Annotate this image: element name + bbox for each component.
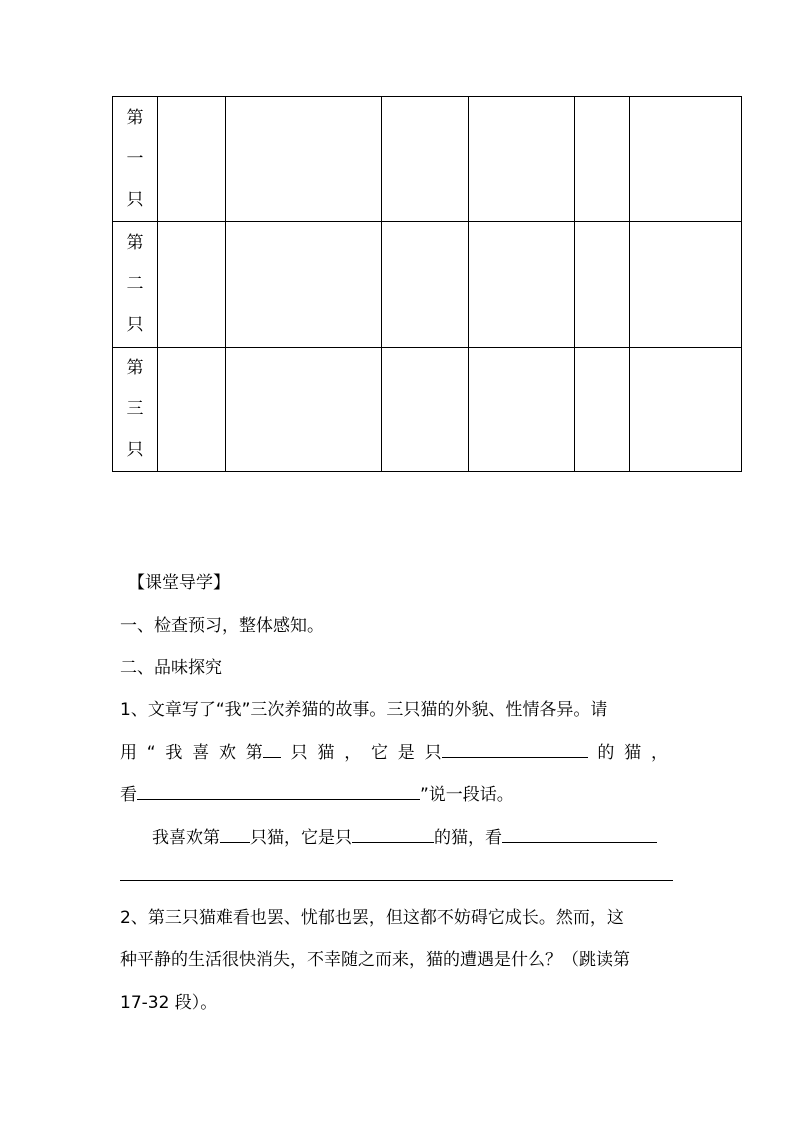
table-row-second-cat [113, 222, 742, 348]
answer-text: 我喜欢第 [152, 828, 220, 848]
q1-char-with-blank [425, 738, 588, 763]
question-one-line-2 [120, 738, 668, 763]
table-cell[interactable] [630, 97, 742, 222]
answer-blank-cat-description[interactable] [352, 824, 434, 843]
q1-char: 的 [597, 743, 615, 763]
row-header-char: 一 [126, 148, 144, 169]
table-cell[interactable] [382, 348, 469, 472]
table-cell[interactable] [382, 222, 469, 348]
answer-template-line [152, 823, 657, 848]
row-header-second-cat [113, 222, 158, 348]
answer-text: 的猫，看 [434, 828, 502, 848]
q1-char: 我 [165, 743, 183, 763]
table-cell[interactable] [158, 222, 226, 348]
table-cell[interactable] [469, 222, 575, 348]
q1-char: 只 [424, 743, 442, 763]
row-header-char: 三 [126, 399, 144, 419]
question-one-line-3 [120, 780, 514, 805]
item-two: 二、品味探究 [120, 658, 222, 678]
section-heading: 【课堂导学】 [128, 573, 230, 593]
blank-reason[interactable] [137, 781, 420, 800]
table-cell[interactable] [630, 348, 742, 472]
answer-blank-reason[interactable] [502, 824, 657, 843]
q1-char: 猫 [624, 743, 642, 763]
row-header-first-cat [113, 97, 158, 222]
q1-char: 欢 [219, 743, 236, 763]
answer-blank-cat-number[interactable] [220, 824, 250, 843]
q1-char: 它 [370, 743, 388, 763]
q1-char: 猫 [317, 743, 335, 763]
q1-char: ， [650, 743, 668, 763]
answer-blank-line[interactable] [120, 880, 673, 881]
table-cell[interactable] [469, 348, 575, 472]
row-header-char: 只 [126, 315, 144, 335]
row-header-char: 二 [126, 274, 144, 294]
q1-char: ， [344, 743, 362, 763]
row-header-char: 第 [126, 233, 144, 253]
q1-char: 只 [290, 743, 308, 763]
answer-text: 只猫，它是只 [250, 828, 352, 848]
row-header-third-cat [113, 348, 158, 472]
q1-char: 是 [397, 743, 415, 763]
table-row-first-cat [113, 97, 742, 222]
blank-cat-description[interactable] [442, 739, 588, 758]
table-cell[interactable] [382, 97, 469, 222]
question-two-line-3: 17-32 段）。 [120, 993, 218, 1013]
question-two-line-2: 种平静的生活很快消失，不幸随之而来，猫的遭遇是什么？（跳读第 [120, 950, 630, 970]
table-cell[interactable] [226, 348, 382, 472]
row-header-char: 第 [126, 107, 144, 128]
q1-char: 喜 [192, 743, 210, 763]
q1-char: 第 [245, 743, 263, 763]
q1-char: “ [146, 743, 156, 763]
cat-comparison-table [112, 96, 742, 472]
table-cell[interactable] [630, 222, 742, 348]
table-cell[interactable] [575, 97, 630, 222]
table-cell[interactable] [226, 97, 382, 222]
q1-text: 看 [120, 785, 137, 805]
item-one: 一、检查预习，整体感知。 [120, 616, 324, 636]
table-cell[interactable] [158, 348, 226, 472]
q1-text: ”说一段话。 [420, 785, 514, 805]
table-row-third-cat [113, 348, 742, 472]
table-cell[interactable] [575, 222, 630, 348]
table-cell[interactable] [575, 348, 630, 472]
question-one-line-1: 1、文章写了“我”三次养猫的故事。三只猫的外貌、性情各异。请 [120, 700, 608, 720]
blank-cat-number[interactable] [263, 739, 281, 758]
question-two-line-1: 2、第三只猫难看也罢、忧郁也罢，但这都不妨碍它成长。然而，这 [120, 908, 624, 928]
table-cell[interactable] [158, 97, 226, 222]
row-header-char: 只 [126, 440, 144, 460]
q1-char-with-blank [246, 738, 281, 763]
row-header-char: 只 [126, 189, 144, 210]
table-cell[interactable] [226, 222, 382, 348]
row-header-char: 第 [126, 358, 144, 378]
q1-char: 用 [120, 743, 137, 763]
table-cell[interactable] [469, 97, 575, 222]
